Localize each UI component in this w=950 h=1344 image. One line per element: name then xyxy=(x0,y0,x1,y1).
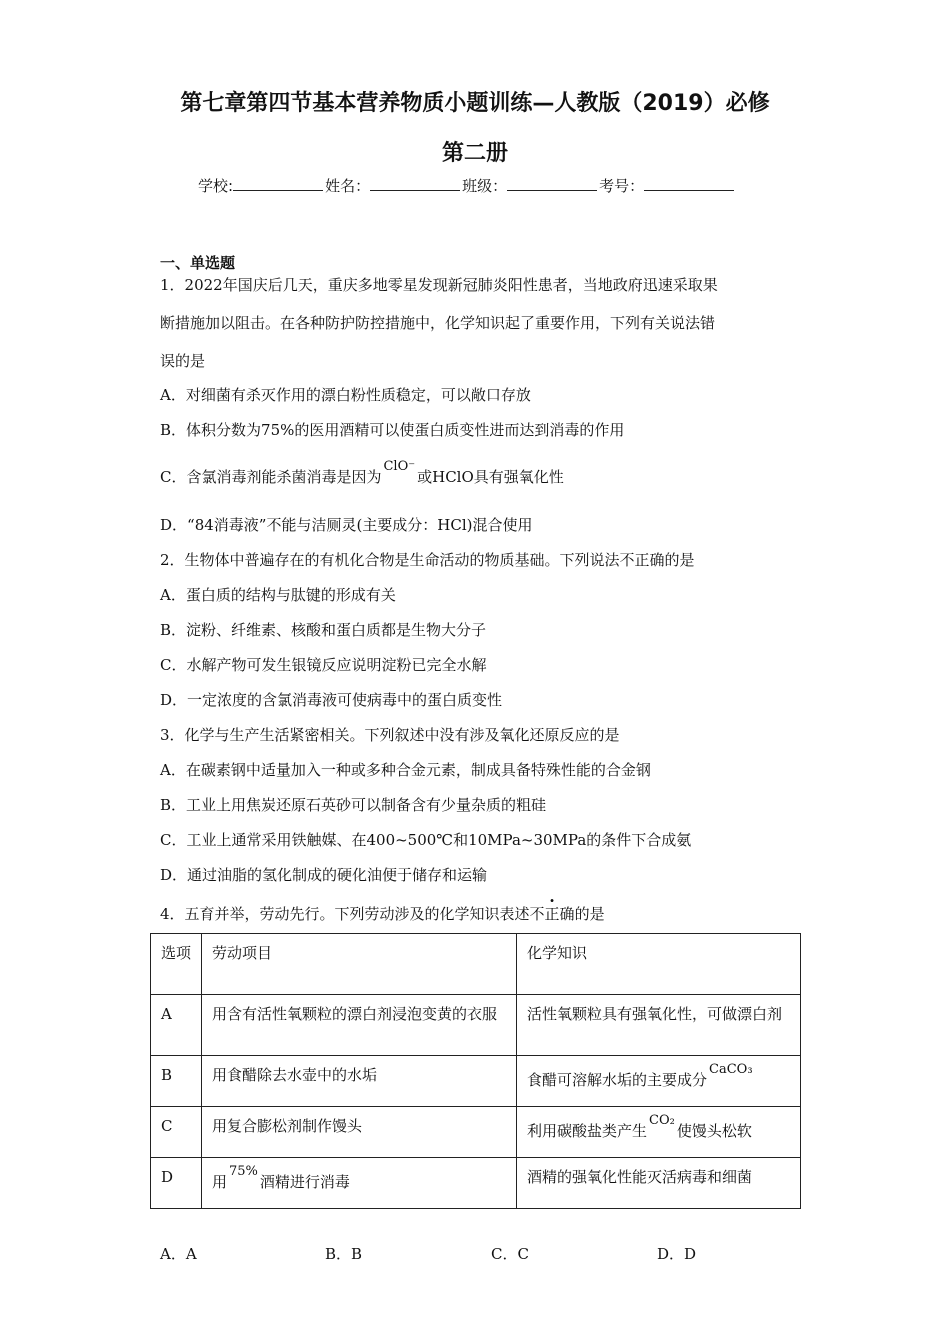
school-field[interactable] xyxy=(233,176,323,191)
row-b-key: B xyxy=(151,1056,202,1107)
id-field[interactable] xyxy=(644,176,734,191)
name-field[interactable] xyxy=(370,176,460,191)
table-row-c xyxy=(151,1107,801,1158)
class-label: 班级： xyxy=(462,177,508,195)
row-d-labor-pre: 用 xyxy=(212,1173,228,1191)
q4-table xyxy=(150,933,801,1209)
clo-formula: ClO⁻ xyxy=(383,459,416,474)
q1-option-b[interactable]: B．体积分数为75%的医用酒精可以使蛋白质变性进而达到消毒的作用 xyxy=(160,421,625,439)
q4-option-a[interactable]: A．A xyxy=(160,1245,197,1263)
q2-stem: 2．生物体中普遍存在的有机化合物是生命活动的物质基础。下列说法不正确的是 xyxy=(160,551,695,569)
row-c-knowledge-post: 使馒头松软 xyxy=(676,1122,752,1140)
class-field[interactable] xyxy=(507,176,597,191)
q4-stem xyxy=(160,903,605,924)
co2-formula: CO₂ xyxy=(649,1113,675,1128)
q2-option-c[interactable]: C．水解产物可发生银镜反应说明淀粉已完全水解 xyxy=(160,656,487,674)
table-row-b xyxy=(151,1056,801,1107)
q3-option-d[interactable]: D．通过油脂的氢化制成的硬化油便于储存和运输 xyxy=(160,866,488,884)
student-info-line xyxy=(198,175,736,196)
row-a-key: A xyxy=(151,995,202,1056)
q4-option-d[interactable]: D．D xyxy=(657,1245,697,1263)
row-c-key: C xyxy=(151,1107,202,1158)
row-d-labor xyxy=(202,1158,517,1209)
q3-option-c[interactable]: C．工业上通常采用铁触媒、在400~500℃和10MPa~30MPa的条件下合成氨 xyxy=(160,831,692,849)
q3-option-b[interactable]: B．工业上用焦炭还原石英砂可以制备含有少量杂质的粗硅 xyxy=(160,796,547,814)
header-labor-cell: 劳动项目 xyxy=(202,934,517,995)
id-label: 考号： xyxy=(599,177,645,195)
header-knowledge-cell: 化学知识 xyxy=(517,934,801,995)
q1-option-d[interactable]: D．“84消毒液”不能与洁厕灵(主要成分：HCl)混合使用 xyxy=(160,516,533,534)
q4-option-b[interactable]: B．B xyxy=(325,1245,363,1263)
q4-stem-pre: 4．五育并举，劳动先行。下列劳动涉及的化学知识表述 xyxy=(160,905,530,923)
q4-stem-post: 的是 xyxy=(574,905,605,923)
percent-formula: 75% xyxy=(229,1164,258,1179)
row-d-key: D xyxy=(151,1158,202,1209)
row-a-knowledge: 活性氧颗粒具有强氧化性，可做漂白剂 xyxy=(517,995,801,1056)
row-c-knowledge xyxy=(517,1107,801,1158)
caco3-formula: CaCO₃ xyxy=(709,1062,753,1077)
q1-option-c[interactable] xyxy=(160,459,564,487)
q1-option-c-post: 或HClO具有强氧化性 xyxy=(417,468,564,486)
q1-option-a[interactable]: A．对细菌有杀灭作用的漂白粉性质稳定，可以敞口存放 xyxy=(160,386,531,404)
q1-option-c-pre: C．含氯消毒剂能杀菌消毒是因为 xyxy=(160,468,382,486)
row-c-labor: 用复合膨松剂制作馒头 xyxy=(202,1107,517,1158)
row-d-labor-post: 酒精进行消毒 xyxy=(259,1173,350,1191)
q1-stem-line3: 误的是 xyxy=(160,352,206,370)
table-header-row xyxy=(151,934,801,995)
q4-stem-emphasis: 不正确 xyxy=(529,905,575,923)
q1-stem-line2: 断措施加以阻击。在各种防护防控措施中，化学知识起了重要作用，下列有关说法错 xyxy=(160,314,716,332)
q2-option-b[interactable]: B．淀粉、纤维素、核酸和蛋白质都是生物大分子 xyxy=(160,621,487,639)
document-title-line1: 第七章第四节基本营养物质小题训练—人教版（2019）必修 xyxy=(180,91,770,116)
header-option-cell: 选项 xyxy=(151,934,202,995)
row-a-labor: 用含有活性氧颗粒的漂白剂浸泡变黄的衣服 xyxy=(202,995,517,1056)
q3-stem: 3．化学与生产生活紧密相关。下列叙述中没有涉及氧化还原反应的是 xyxy=(160,726,620,744)
q2-option-d[interactable]: D．一定浓度的含氯消毒液可使病毒中的蛋白质变性 xyxy=(160,691,503,709)
table-row-d xyxy=(151,1158,801,1209)
table-row-a xyxy=(151,995,801,1056)
row-d-knowledge: 酒精的强氧化性能灭活病毒和细菌 xyxy=(517,1158,801,1209)
q3-option-a[interactable]: A．在碳素钢中适量加入一种或多种合金元素，制成具备特殊性能的合金钢 xyxy=(160,761,651,779)
q4-option-c[interactable]: C．C xyxy=(491,1245,529,1263)
row-c-knowledge-pre: 利用碳酸盐类产生 xyxy=(527,1122,648,1140)
q1-stem-line1: 1．2022年国庆后几天，重庆多地零星发现新冠肺炎阳性患者，当地政府迅速采取果 xyxy=(160,276,718,294)
document-title-line2: 第二册 xyxy=(441,141,508,166)
row-b-labor: 用食醋除去水壶中的水垢 xyxy=(202,1056,517,1107)
name-label: 姓名： xyxy=(325,177,371,195)
row-b-knowledge-pre: 食醋可溶解水垢的主要成分 xyxy=(527,1071,708,1089)
row-b-knowledge xyxy=(517,1056,801,1107)
school-label: 学校: xyxy=(198,177,234,195)
section-title: 一、单选题 xyxy=(160,254,236,272)
q2-option-a[interactable]: A．蛋白质的结构与肽键的形成有关 xyxy=(160,586,396,604)
